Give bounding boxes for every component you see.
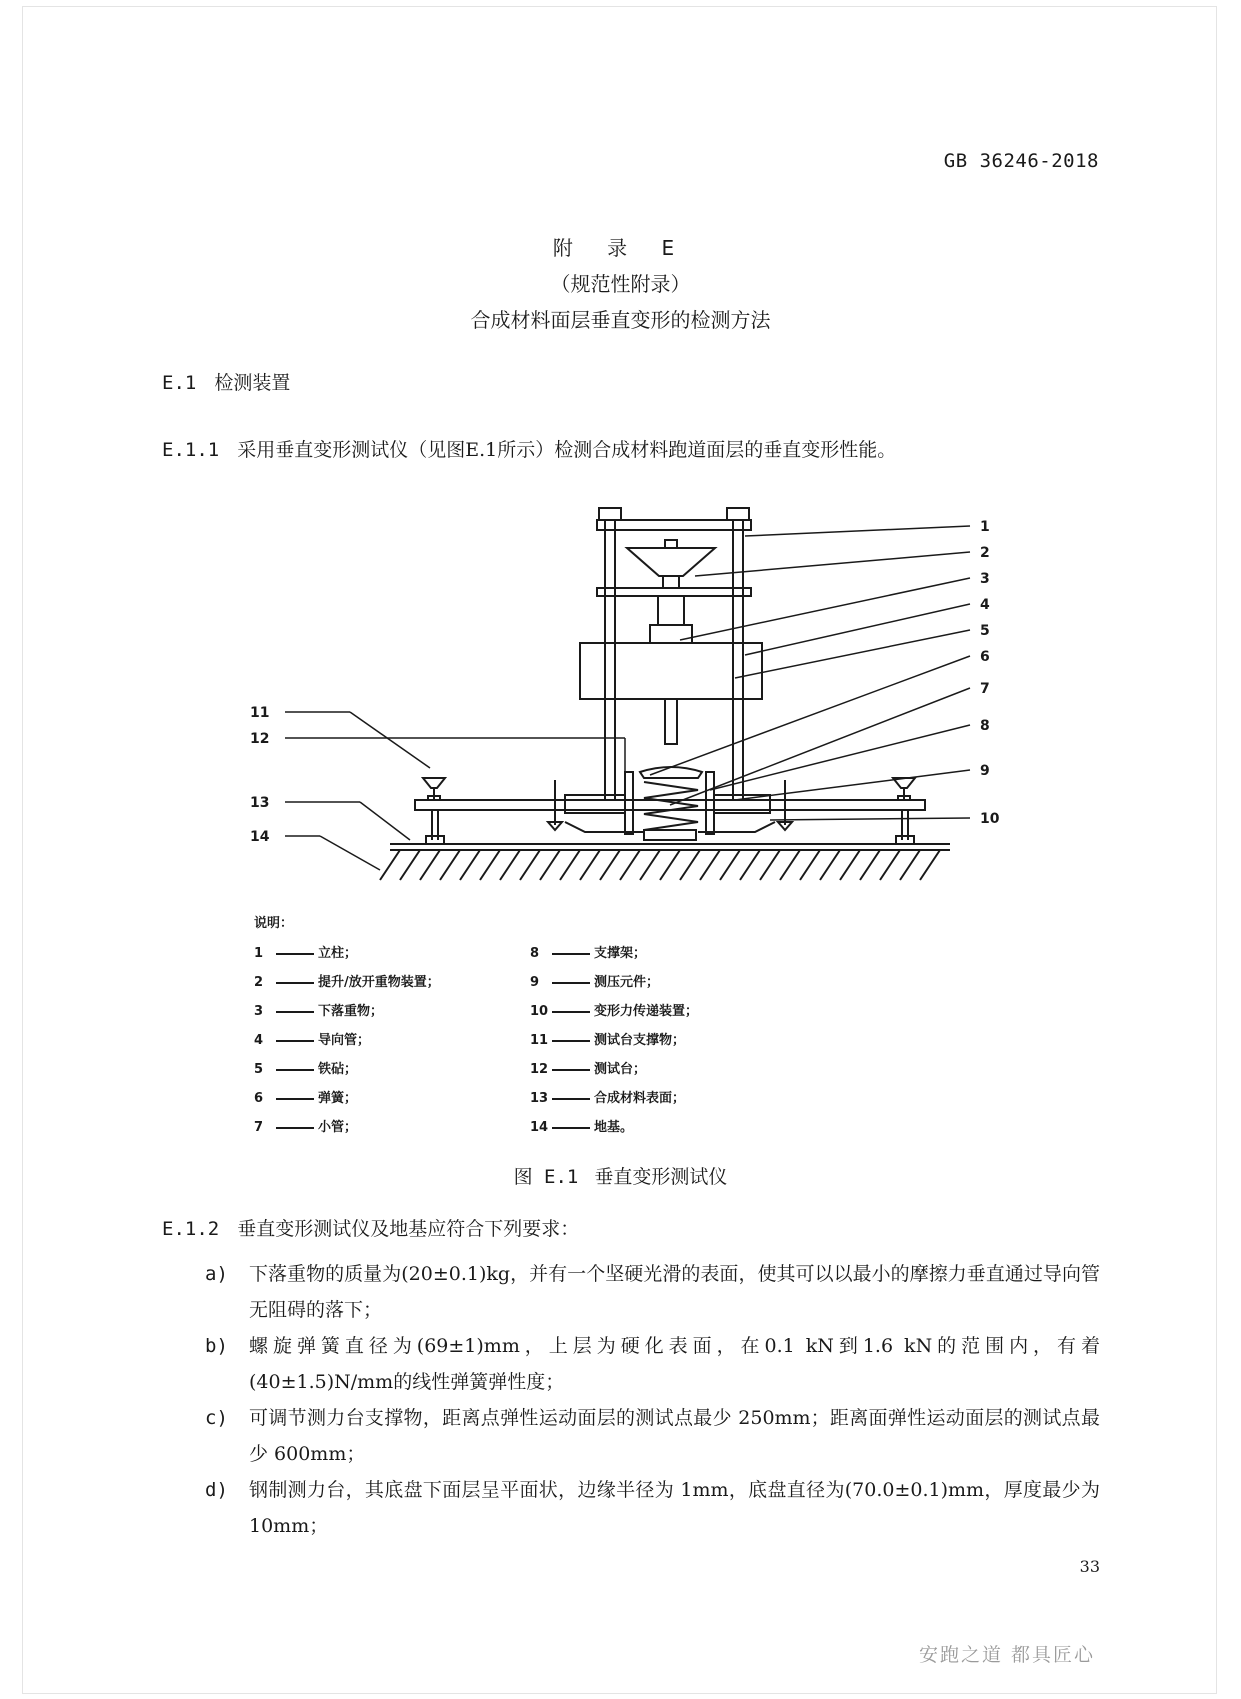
drop-weight [580,643,762,699]
legend-item: 6 弹簧； [254,1091,358,1106]
item-text: 螺旋弹簧直径为(69±1)mm，上层为硬化表面，在0.1 kN到1.6 kN的范围内，有着(40±1.5)N/mm的线性弹簧弹性度； [249,1335,1100,1393]
vertical-deformation-tester-diagram [240,500,1000,900]
callout-13: 13 [250,795,270,811]
figure-caption [0,1162,1241,1189]
section-e11 [162,435,896,462]
legend-item: 12 测试台； [530,1062,647,1077]
watermark: 安跑之道 都具匠心 [918,1644,1095,1666]
legend-item: 3 下落重物； [254,1004,384,1019]
callout-4: 4 [980,597,990,613]
callout-5: 5 [980,623,990,639]
callout-3: 3 [980,571,990,587]
item-text: 可调节测力台支撑物，距离点弹性运动面层的测试点最少 250mm；距离面弹性运动面层的测试点最少 600mm； [249,1407,1100,1465]
top-plate [597,520,751,530]
figure-code: 图 E.1 [513,1166,579,1188]
appendix-type: （规范性附录） [550,272,691,296]
standard-code: GB 36246-2018 [943,150,1099,172]
callout-6: 6 [980,649,990,665]
callout-2: 2 [980,545,990,561]
legend-heading: 说明： [254,916,294,931]
item-label: c) [205,1407,228,1429]
page-number: 33 [1079,1557,1100,1576]
legend-item: 5 铁砧； [254,1062,358,1077]
section-text: 采用垂直变形测试仪（见图E.1所示）检测合成材料跑道面层的垂直变形性能。 [237,439,897,461]
requirement-item-c [205,1400,1100,1472]
callout-1: 1 [980,519,990,535]
legend-item: 10 变形力传递装置； [530,1004,699,1019]
legend-item: 13 合成材料表面； [530,1091,686,1106]
callout-9: 9 [980,763,990,779]
legend-item: 4 导向管； [254,1033,371,1048]
callout-14: 14 [250,829,270,845]
item-label: d) [205,1479,228,1501]
legend-item: 7 小管； [254,1120,358,1135]
legend-item: 2 提升/放开重物装置； [254,975,440,990]
requirement-item-b [205,1328,1100,1400]
section-title: 检测装置 [214,372,291,394]
legend-item: 9 测压元件； [530,975,660,990]
legend-item: 14 地基。 [530,1120,634,1135]
section-number: E.1.1 [162,439,220,461]
callout-12: 12 [250,731,270,747]
requirement-item-a [205,1256,1100,1328]
appendix-subject: 合成材料面层垂直变形的检测方法 [470,308,771,332]
section-e12 [162,1214,579,1241]
section-text: 垂直变形测试仪及地基应符合下列要求： [237,1218,580,1240]
legend-item: 8 支撑架； [530,946,647,961]
section-number: E.1 [162,372,197,394]
callout-7: 7 [980,681,990,697]
item-text: 下落重物的质量为(20±0.1)kg，并有一个坚硬光滑的表面，使其可以以最小的摩擦力垂直通过导向管无阻碍的落下； [249,1263,1100,1321]
section-number: E.1.2 [162,1218,220,1240]
figure-title: 垂直变形测试仪 [594,1166,728,1188]
requirement-item-d [205,1472,1100,1544]
legend-item: 11 测试台支撑物； [530,1033,686,1048]
item-text: 钢制测力台，其底盘下面层呈平面状，边缘半径为 1mm，底盘直径为(70.0±0.1)mm，厚度最少为 10mm； [249,1479,1100,1537]
callout-8: 8 [980,718,990,734]
callout-10: 10 [980,811,1000,827]
appendix-title: 附 录 E [552,236,689,260]
section-e1-heading [162,368,290,395]
callout-11: 11 [250,705,270,721]
diagram-legend [254,912,814,1142]
ground-hatching [380,850,940,880]
legend-item: 1 立柱； [254,946,358,961]
item-label: a) [205,1263,228,1285]
item-label: b) [205,1335,228,1357]
